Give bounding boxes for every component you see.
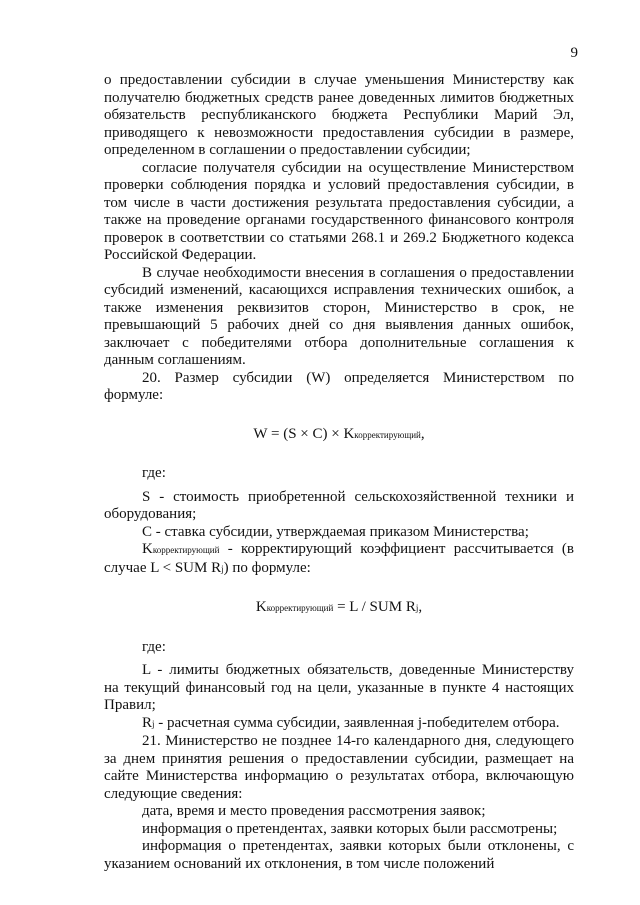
definition-l: L - лимиты бюджетных обязательств, доведенные Министерству на текущий финансовый год на цели, указанные в пункте 4 настоящих Правил; [104,662,574,713]
where-label-2: где: [142,638,166,655]
definition-s: S - стоимость приобретенной сельскохозяйственной техники и оборудования; [104,488,574,522]
document-body [104,72,574,873]
formula-k-main: = L / SUM R [333,599,416,615]
definition-k-subscript: корректирующий [152,545,220,555]
formula-w [104,426,574,445]
formula-k-j: j [415,603,419,613]
formula-k-end: , [418,599,423,615]
formula-k [104,599,574,618]
definition-c: C - ставка субсидии, утверждаемая приказом Министерства; [142,523,529,540]
where-label-1: где: [142,465,166,481]
definition-k-text: - корректирующий коэффициент рассчитывается (в случае L < SUM R [104,541,574,576]
formula-w-subscript: корректирующий [354,429,421,440]
formula-w-end: , [420,425,425,442]
formula-w-main: W = (S × C) × K [253,425,355,442]
formula-k-symbol: K [255,599,267,615]
definition-r [104,715,574,734]
definition-k-symbol: K [142,541,153,557]
definition-r-symbol: R [142,714,153,731]
paragraph-subsidy-reduction: о предоставлении субсидии в случае уменьшения Министерству как получателю бюджетных средств ранее доведенных лимитов бюджетных обязательств республиканского бюджета Республики Марий Эл, приводящего к невозможности предоставления субсидии в размере, определенном в соглашении о предоставлении субсидии; [104,72,574,158]
definition-k [104,541,574,578]
paragraph-agreement-changes: В случае необходимости внесения в соглашения о предоставлении субсидий изменений, касающихся исправления технических ошибок, а также изменения реквизитов сторон, Министерство в срок, не превышающий 5 рабочих дней со дня выявления данных ошибок, заключает с победителями отбора дополнительные соглашения к данным соглашениям. [104,264,574,368]
paragraph-20-subsidy-size: 20. Размер субсидии (W) определяется Министерством по формуле: [104,369,574,403]
paragraph-consent-inspection: согласие получателя субсидии на осуществление Министерством проверки соблюдения порядка и условий предоставления субсидии, в том числе в части достижения результата предоставления субсидии, а также на проведение органами государственного финансового контроля проверок в соответствии со статьями 268.1 и 269.2 Бюджетного кодекса Российской Федерации. [104,159,574,263]
list-item-date-time: дата, время и место проведения рассмотрения заявок; [142,803,486,819]
paragraph-21-results: 21. Министерство не позднее 14-го календарного дня, следующего за днем принятия решения о предоставлении субсидии, размещает на сайте Министерства информацию о результатах отбора, включающую следующие сведения: [104,733,574,802]
formula-k-subscript: корректирующий [266,603,334,613]
definition-r-text: - расчетная сумма субсидии, заявленная j-победителем отбора. [154,714,560,731]
page-number: 9 [570,45,578,61]
definition-r-j: j [152,718,155,729]
definition-k-j: j [221,563,224,574]
list-item-rejected-applicants: информация о претендентах, заявки которых были отклонены, с указанием оснований их отклонения, в том числе положений [104,838,574,872]
list-item-considered-applicants: информация о претендентах, заявки которых были рассмотрены; [142,820,558,837]
definition-k-end: ) по формуле: [223,559,311,576]
